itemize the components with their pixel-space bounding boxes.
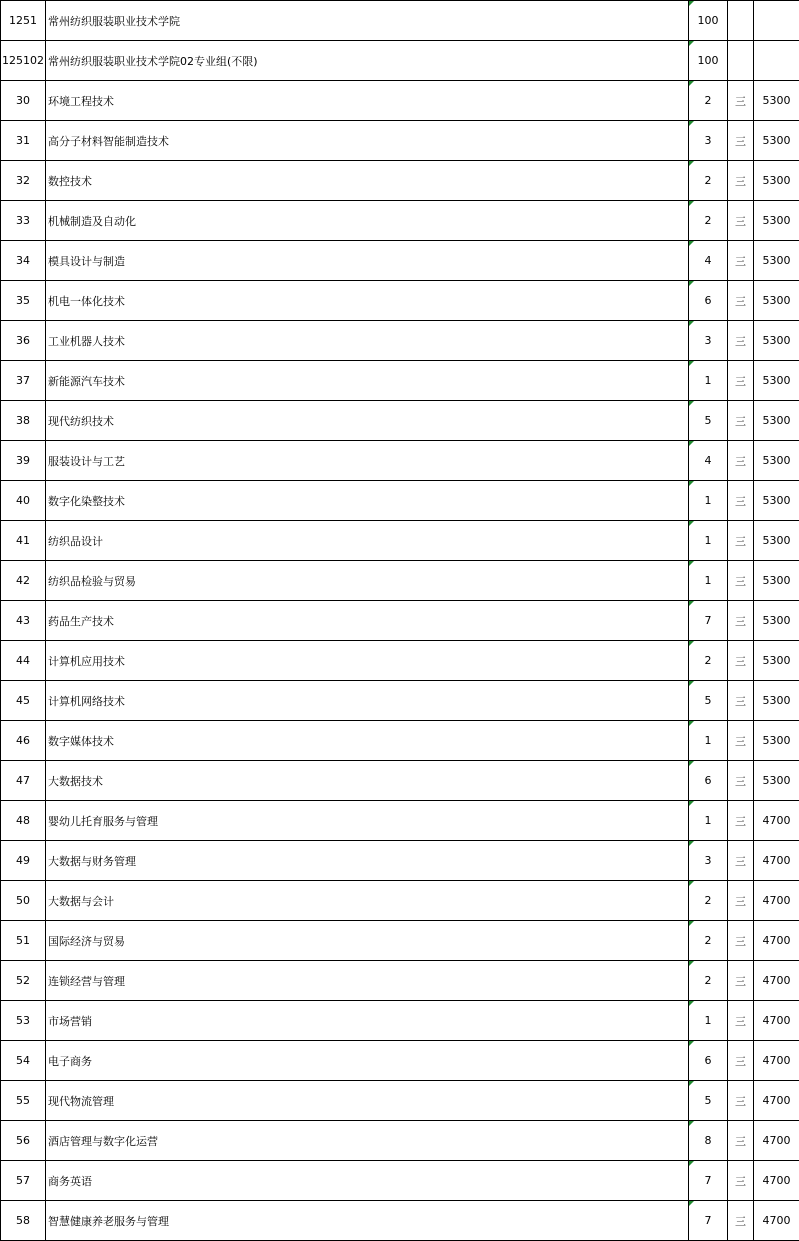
code-cell: 44 bbox=[1, 641, 46, 681]
plan-count-cell: 2 bbox=[689, 961, 728, 1001]
tuition-fee-cell: 4700 bbox=[754, 1041, 799, 1081]
major-name-cell: 连锁经营与管理 bbox=[46, 961, 689, 1001]
tuition-fee-cell: 5300 bbox=[754, 121, 799, 161]
code-cell: 36 bbox=[1, 321, 46, 361]
plan-count-cell: 2 bbox=[689, 161, 728, 201]
study-length-cell: 三 bbox=[728, 841, 754, 881]
study-length-cell: 三 bbox=[728, 241, 754, 281]
study-length-cell: 三 bbox=[728, 921, 754, 961]
tuition-fee-cell: 4700 bbox=[754, 1121, 799, 1161]
code-cell: 50 bbox=[1, 881, 46, 921]
study-length-cell: 三 bbox=[728, 321, 754, 361]
code-cell: 57 bbox=[1, 1161, 46, 1201]
tuition-fee-cell: 4700 bbox=[754, 961, 799, 1001]
table-row bbox=[1, 321, 799, 361]
tuition-fee-cell: 5300 bbox=[754, 721, 799, 761]
study-length-cell: 三 bbox=[728, 441, 754, 481]
tuition-fee-cell: 4700 bbox=[754, 881, 799, 921]
study-length-cell: 三 bbox=[728, 81, 754, 121]
plan-count-cell: 2 bbox=[689, 921, 728, 961]
code-cell: 37 bbox=[1, 361, 46, 401]
tuition-fee-cell: 5300 bbox=[754, 761, 799, 801]
table-body bbox=[1, 1, 799, 1241]
tuition-fee-cell: 5300 bbox=[754, 361, 799, 401]
code-cell: 48 bbox=[1, 801, 46, 841]
major-name-cell: 高分子材料智能制造技术 bbox=[46, 121, 689, 161]
table-row bbox=[1, 801, 799, 841]
table-row bbox=[1, 201, 799, 241]
plan-count-cell: 1 bbox=[689, 361, 728, 401]
plan-count-cell: 1 bbox=[689, 481, 728, 521]
tuition-fee-cell: 5300 bbox=[754, 481, 799, 521]
tuition-fee-cell: 5300 bbox=[754, 241, 799, 281]
plan-count-cell: 1 bbox=[689, 801, 728, 841]
major-name-cell: 大数据与会计 bbox=[46, 881, 689, 921]
code-cell: 33 bbox=[1, 201, 46, 241]
plan-count-cell: 3 bbox=[689, 321, 728, 361]
code-cell: 1251 bbox=[1, 1, 46, 41]
study-length-cell: 三 bbox=[728, 201, 754, 241]
major-name-cell: 常州纺织服装职业技术学院02专业组(不限) bbox=[46, 41, 689, 81]
study-length-cell: 三 bbox=[728, 401, 754, 441]
major-name-cell: 常州纺织服装职业技术学院 bbox=[46, 1, 689, 41]
plan-count-cell: 4 bbox=[689, 441, 728, 481]
study-length-cell: 三 bbox=[728, 881, 754, 921]
study-length-cell: 三 bbox=[728, 1081, 754, 1121]
tuition-fee-cell: 5300 bbox=[754, 601, 799, 641]
code-cell: 45 bbox=[1, 681, 46, 721]
plan-count-cell: 5 bbox=[689, 401, 728, 441]
study-length-cell: 三 bbox=[728, 801, 754, 841]
table-row bbox=[1, 641, 799, 681]
tuition-fee-cell: 4700 bbox=[754, 1001, 799, 1041]
table-row bbox=[1, 41, 799, 81]
plan-count-cell: 6 bbox=[689, 281, 728, 321]
tuition-fee-cell: 5300 bbox=[754, 281, 799, 321]
plan-count-cell: 2 bbox=[689, 81, 728, 121]
plan-count-cell: 7 bbox=[689, 1201, 728, 1241]
table-row bbox=[1, 961, 799, 1001]
tuition-fee-cell: 4700 bbox=[754, 921, 799, 961]
tuition-fee-cell: 5300 bbox=[754, 521, 799, 561]
major-name-cell: 电子商务 bbox=[46, 1041, 689, 1081]
major-name-cell: 药品生产技术 bbox=[46, 601, 689, 641]
major-name-cell: 大数据与财务管理 bbox=[46, 841, 689, 881]
plan-count-cell: 100 bbox=[689, 41, 728, 81]
plan-count-cell: 5 bbox=[689, 1081, 728, 1121]
table-row bbox=[1, 281, 799, 321]
major-name-cell: 模具设计与制造 bbox=[46, 241, 689, 281]
table-row bbox=[1, 1161, 799, 1201]
code-cell: 35 bbox=[1, 281, 46, 321]
tuition-fee-cell: 5300 bbox=[754, 401, 799, 441]
plan-count-cell: 7 bbox=[689, 1161, 728, 1201]
code-cell: 47 bbox=[1, 761, 46, 801]
table-row bbox=[1, 601, 799, 641]
study-length-cell: 三 bbox=[728, 121, 754, 161]
tuition-fee-cell: 5300 bbox=[754, 201, 799, 241]
table-row bbox=[1, 721, 799, 761]
plan-count-cell: 1 bbox=[689, 721, 728, 761]
table-row bbox=[1, 81, 799, 121]
major-name-cell: 数字化染整技术 bbox=[46, 481, 689, 521]
table-row bbox=[1, 481, 799, 521]
major-name-cell: 计算机应用技术 bbox=[46, 641, 689, 681]
code-cell: 52 bbox=[1, 961, 46, 1001]
plan-count-cell: 6 bbox=[689, 761, 728, 801]
major-name-cell: 国际经济与贸易 bbox=[46, 921, 689, 961]
plan-count-cell: 1 bbox=[689, 1001, 728, 1041]
code-cell: 53 bbox=[1, 1001, 46, 1041]
tuition-fee-cell: 4700 bbox=[754, 801, 799, 841]
tuition-fee-cell: 5300 bbox=[754, 681, 799, 721]
study-length-cell: 三 bbox=[728, 481, 754, 521]
plan-count-cell: 1 bbox=[689, 561, 728, 601]
plan-count-cell: 2 bbox=[689, 641, 728, 681]
major-name-cell: 大数据技术 bbox=[46, 761, 689, 801]
table-row bbox=[1, 361, 799, 401]
table-row bbox=[1, 441, 799, 481]
plan-count-cell: 3 bbox=[689, 841, 728, 881]
table-row bbox=[1, 1201, 799, 1241]
major-name-cell: 现代纺织技术 bbox=[46, 401, 689, 441]
code-cell: 30 bbox=[1, 81, 46, 121]
code-cell: 39 bbox=[1, 441, 46, 481]
plan-count-cell: 100 bbox=[689, 1, 728, 41]
plan-count-cell: 8 bbox=[689, 1121, 728, 1161]
study-length-cell bbox=[728, 41, 754, 81]
major-name-cell: 数字媒体技术 bbox=[46, 721, 689, 761]
tuition-fee-cell: 4700 bbox=[754, 1201, 799, 1241]
major-name-cell: 工业机器人技术 bbox=[46, 321, 689, 361]
table-row bbox=[1, 881, 799, 921]
major-name-cell: 酒店管理与数字化运营 bbox=[46, 1121, 689, 1161]
table-row bbox=[1, 161, 799, 201]
table-row bbox=[1, 1121, 799, 1161]
code-cell: 32 bbox=[1, 161, 46, 201]
major-name-cell: 计算机网络技术 bbox=[46, 681, 689, 721]
major-name-cell: 纺织品设计 bbox=[46, 521, 689, 561]
major-name-cell: 服装设计与工艺 bbox=[46, 441, 689, 481]
major-name-cell: 机械制造及自动化 bbox=[46, 201, 689, 241]
code-cell: 51 bbox=[1, 921, 46, 961]
tuition-fee-cell: 4700 bbox=[754, 841, 799, 881]
table-row bbox=[1, 521, 799, 561]
code-cell: 58 bbox=[1, 1201, 46, 1241]
code-cell: 49 bbox=[1, 841, 46, 881]
major-name-cell: 环境工程技术 bbox=[46, 81, 689, 121]
major-name-cell: 纺织品检验与贸易 bbox=[46, 561, 689, 601]
study-length-cell: 三 bbox=[728, 721, 754, 761]
study-length-cell: 三 bbox=[728, 641, 754, 681]
table-row bbox=[1, 1081, 799, 1121]
table-row bbox=[1, 241, 799, 281]
code-cell: 42 bbox=[1, 561, 46, 601]
tuition-fee-cell: 4700 bbox=[754, 1081, 799, 1121]
code-cell: 31 bbox=[1, 121, 46, 161]
tuition-fee-cell bbox=[754, 41, 799, 81]
plan-count-cell: 1 bbox=[689, 521, 728, 561]
plan-count-cell: 2 bbox=[689, 201, 728, 241]
code-cell: 55 bbox=[1, 1081, 46, 1121]
major-name-cell: 机电一体化技术 bbox=[46, 281, 689, 321]
study-length-cell: 三 bbox=[728, 521, 754, 561]
plan-count-cell: 7 bbox=[689, 601, 728, 641]
study-length-cell: 三 bbox=[728, 601, 754, 641]
tuition-fee-cell: 4700 bbox=[754, 1161, 799, 1201]
tuition-fee-cell: 5300 bbox=[754, 321, 799, 361]
study-length-cell: 三 bbox=[728, 1161, 754, 1201]
table-row bbox=[1, 121, 799, 161]
code-cell: 46 bbox=[1, 721, 46, 761]
table-row bbox=[1, 921, 799, 961]
study-length-cell: 三 bbox=[728, 961, 754, 1001]
table-row bbox=[1, 1, 799, 41]
major-name-cell: 数控技术 bbox=[46, 161, 689, 201]
major-name-cell: 现代物流管理 bbox=[46, 1081, 689, 1121]
study-length-cell bbox=[728, 1, 754, 41]
plan-count-cell: 2 bbox=[689, 881, 728, 921]
table-row bbox=[1, 1041, 799, 1081]
code-cell: 40 bbox=[1, 481, 46, 521]
plan-count-cell: 4 bbox=[689, 241, 728, 281]
study-length-cell: 三 bbox=[728, 761, 754, 801]
tuition-fee-cell: 5300 bbox=[754, 81, 799, 121]
code-cell: 34 bbox=[1, 241, 46, 281]
study-length-cell: 三 bbox=[728, 281, 754, 321]
code-cell: 56 bbox=[1, 1121, 46, 1161]
code-cell: 54 bbox=[1, 1041, 46, 1081]
major-name-cell: 市场营销 bbox=[46, 1001, 689, 1041]
study-length-cell: 三 bbox=[728, 561, 754, 601]
study-length-cell: 三 bbox=[728, 361, 754, 401]
major-name-cell: 新能源汽车技术 bbox=[46, 361, 689, 401]
tuition-fee-cell bbox=[754, 1, 799, 41]
table-row bbox=[1, 561, 799, 601]
study-length-cell: 三 bbox=[728, 1201, 754, 1241]
code-cell: 41 bbox=[1, 521, 46, 561]
table-row bbox=[1, 841, 799, 881]
study-length-cell: 三 bbox=[728, 1041, 754, 1081]
table-row bbox=[1, 401, 799, 441]
major-name-cell: 商务英语 bbox=[46, 1161, 689, 1201]
major-name-cell: 智慧健康养老服务与管理 bbox=[46, 1201, 689, 1241]
code-cell: 125102 bbox=[1, 41, 46, 81]
study-length-cell: 三 bbox=[728, 681, 754, 721]
code-cell: 38 bbox=[1, 401, 46, 441]
study-length-cell: 三 bbox=[728, 161, 754, 201]
study-length-cell: 三 bbox=[728, 1121, 754, 1161]
plan-count-cell: 6 bbox=[689, 1041, 728, 1081]
table-row bbox=[1, 681, 799, 721]
tuition-fee-cell: 5300 bbox=[754, 161, 799, 201]
code-cell: 43 bbox=[1, 601, 46, 641]
plan-count-cell: 3 bbox=[689, 121, 728, 161]
tuition-fee-cell: 5300 bbox=[754, 561, 799, 601]
table-row bbox=[1, 1001, 799, 1041]
plan-count-cell: 5 bbox=[689, 681, 728, 721]
major-name-cell: 婴幼儿托育服务与管理 bbox=[46, 801, 689, 841]
table-row bbox=[1, 761, 799, 801]
tuition-fee-cell: 5300 bbox=[754, 641, 799, 681]
study-length-cell: 三 bbox=[728, 1001, 754, 1041]
tuition-fee-cell: 5300 bbox=[754, 441, 799, 481]
